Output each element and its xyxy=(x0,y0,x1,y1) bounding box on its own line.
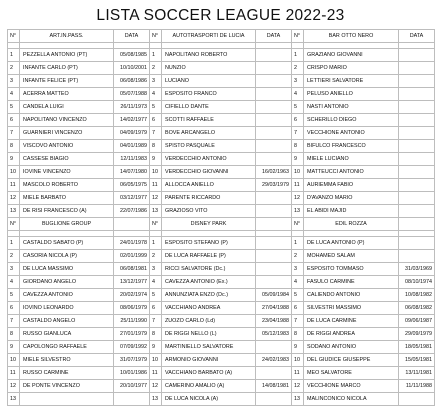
player-birth-date xyxy=(256,127,292,140)
player-birth-date xyxy=(256,114,292,127)
table-row xyxy=(8,276,435,289)
player-name: PELUSO ANIELLO xyxy=(304,88,399,101)
player-birth-date: 06/08/1986 xyxy=(114,75,150,88)
player-number: 2 xyxy=(292,62,304,75)
player-number: 7 xyxy=(8,315,20,328)
player-number: 5 xyxy=(150,101,162,114)
team-header-row xyxy=(8,218,435,231)
player-number: 6 xyxy=(292,302,304,315)
player-number: 12 xyxy=(150,380,162,393)
player-number: 7 xyxy=(150,315,162,328)
player-birth-date: 13/12/1977 xyxy=(114,276,150,289)
player-number: 1 xyxy=(8,237,20,250)
player-birth-date xyxy=(256,237,292,250)
player-birth-date xyxy=(256,263,292,276)
player-number: 11 xyxy=(292,179,304,192)
player-birth-date xyxy=(399,250,435,263)
player-birth-date: 11/11/1988 xyxy=(399,380,435,393)
player-birth-date xyxy=(256,75,292,88)
player-birth-date xyxy=(256,140,292,153)
player-birth-date: 20/10/1977 xyxy=(114,380,150,393)
player-name: INFANTE CARLO (PT) xyxy=(20,62,114,75)
player-number: 10 xyxy=(8,354,20,367)
player-birth-date: 09/06/1987 xyxy=(399,315,435,328)
player-birth-date xyxy=(399,237,435,250)
player-name: NAPOLITANO VINCENZO xyxy=(20,114,114,127)
player-name: VACCHIANO BARBATO (A) xyxy=(162,367,256,380)
player-name: MOHAMED SALAM xyxy=(304,250,399,263)
table-row xyxy=(8,341,435,354)
player-birth-date xyxy=(256,393,292,406)
player-name: DE RISI FRANCESCO (A) xyxy=(20,205,114,218)
player-number: 8 xyxy=(8,328,20,341)
player-name: VECCHIONE MARCO xyxy=(304,380,399,393)
player-birth-date: 20/02/1974 xyxy=(114,289,150,302)
player-birth-date xyxy=(256,88,292,101)
player-name: DE LUCA CARMINE xyxy=(304,315,399,328)
player-number: 5 xyxy=(150,289,162,302)
player-birth-date: 14/07/1980 xyxy=(114,166,150,179)
player-name: BOVE ARCANGELO xyxy=(162,127,256,140)
player-birth-date: 05/07/1988 xyxy=(114,88,150,101)
player-name: DE PONTE VINCENZO xyxy=(20,380,114,393)
player-name: PEZZELLA ANTONIO (PT) xyxy=(20,49,114,62)
player-number: 1 xyxy=(292,237,304,250)
player-number: 4 xyxy=(292,276,304,289)
player-number: 3 xyxy=(8,263,20,276)
player-number: 10 xyxy=(8,166,20,179)
player-number: 6 xyxy=(150,114,162,127)
player-birth-date xyxy=(399,127,435,140)
player-name: CAMERINO AMALIO (A) xyxy=(162,380,256,393)
player-birth-date: 23/04/1988 xyxy=(256,315,292,328)
player-number: 2 xyxy=(8,62,20,75)
table-row xyxy=(8,88,435,101)
column-header-number: N° xyxy=(150,30,162,43)
player-name: SCHERILLO DIEGO xyxy=(304,114,399,127)
player-number: 12 xyxy=(8,380,20,393)
player-birth-date xyxy=(399,140,435,153)
player-number: 1 xyxy=(150,237,162,250)
player-name: DE LUCA RAFFAELE (P) xyxy=(162,250,256,263)
player-number: 4 xyxy=(292,88,304,101)
table-row xyxy=(8,179,435,192)
player-name: DE LUCA NICOLA (A) xyxy=(162,393,256,406)
player-name: MIELE LUCIANO xyxy=(304,153,399,166)
player-birth-date xyxy=(256,276,292,289)
player-number: 5 xyxy=(292,101,304,114)
player-name: CIFIELLO DANTE xyxy=(162,101,256,114)
player-birth-date xyxy=(399,75,435,88)
player-number: 4 xyxy=(150,88,162,101)
roster-table xyxy=(7,29,435,406)
player-number: 1 xyxy=(150,49,162,62)
column-header-date xyxy=(256,218,292,231)
player-name: DE RIGGI ANDREA xyxy=(304,328,399,341)
player-birth-date xyxy=(399,49,435,62)
player-birth-date xyxy=(256,153,292,166)
player-name: ALLOCCA ANIELLO xyxy=(162,179,256,192)
team-name-header: ART.IN.PASS. xyxy=(20,30,114,43)
team-name-header: EDIL ROZZA xyxy=(304,218,399,231)
table-row xyxy=(8,101,435,114)
player-name: CASORIA NICOLA (P) xyxy=(20,250,114,263)
player-number: 6 xyxy=(150,302,162,315)
player-name: ANNUNZIATA ENZO (Dc.) xyxy=(162,289,256,302)
player-birth-date: 05/08/1985 xyxy=(114,49,150,62)
player-number: 9 xyxy=(8,341,20,354)
player-number: 4 xyxy=(150,276,162,289)
player-name: CRISPO MARIO xyxy=(304,62,399,75)
player-birth-date: 07/09/1992 xyxy=(114,341,150,354)
table-row xyxy=(8,140,435,153)
player-name: DE LUCA ANTONIO (P) xyxy=(304,237,399,250)
player-birth-date: 02/01/1999 xyxy=(114,250,150,263)
player-name: VISCOVO ANTONIO xyxy=(20,140,114,153)
table-row xyxy=(8,153,435,166)
column-header-date xyxy=(399,218,435,231)
player-birth-date xyxy=(256,49,292,62)
player-name: VECCHIONE ANTONIO xyxy=(304,127,399,140)
player-birth-date: 25/11/1990 xyxy=(114,315,150,328)
player-birth-date: 18/05/1981 xyxy=(399,341,435,354)
player-number: 5 xyxy=(292,289,304,302)
column-header-number: N° xyxy=(292,30,304,43)
player-birth-date: 06/08/1981 xyxy=(114,263,150,276)
player-name: SCOTTI RAFFAELE xyxy=(162,114,256,127)
player-name: SILVESTRI MASSIMO xyxy=(304,302,399,315)
player-number: 13 xyxy=(292,393,304,406)
player-number: 4 xyxy=(8,88,20,101)
player-number: 3 xyxy=(8,75,20,88)
player-name: ARMONIO GIOVANNI xyxy=(162,354,256,367)
column-header-number: N° xyxy=(8,30,20,43)
player-birth-date xyxy=(399,101,435,114)
player-number: 9 xyxy=(292,341,304,354)
player-number: 10 xyxy=(150,354,162,367)
player-name xyxy=(20,393,114,406)
player-number: 8 xyxy=(150,328,162,341)
table-row xyxy=(8,192,435,205)
column-header-date xyxy=(114,218,150,231)
player-birth-date xyxy=(256,341,292,354)
player-number: 12 xyxy=(150,192,162,205)
player-number: 8 xyxy=(150,140,162,153)
player-name: BIFULCO FRANCESCO xyxy=(304,140,399,153)
player-birth-date: 10/01/1986 xyxy=(114,367,150,380)
player-name: NUNZIO xyxy=(162,62,256,75)
player-birth-date: 12/11/1983 xyxy=(114,153,150,166)
team-header-row xyxy=(8,30,435,43)
player-birth-date xyxy=(399,205,435,218)
player-birth-date: 24/01/1978 xyxy=(114,237,150,250)
table-row xyxy=(8,289,435,302)
player-name: FASULO CARMINE xyxy=(304,276,399,289)
player-number: 9 xyxy=(150,153,162,166)
player-name: RICCI SALVATORE (Dc.) xyxy=(162,263,256,276)
player-name: CAVEZZA ANTONIO xyxy=(20,289,114,302)
player-birth-date xyxy=(114,393,150,406)
player-name: DEL GIUDICE GIUSEPPE xyxy=(304,354,399,367)
player-name: RUSSO CARMINE xyxy=(20,367,114,380)
player-birth-date: 14/08/1981 xyxy=(256,380,292,393)
player-number: 1 xyxy=(8,49,20,62)
player-name: NAPOLITANO ROBERTO xyxy=(162,49,256,62)
table-row xyxy=(8,114,435,127)
player-number: 4 xyxy=(8,276,20,289)
player-number: 9 xyxy=(8,153,20,166)
player-name: LETTIERI SALVATORE xyxy=(304,75,399,88)
player-birth-date xyxy=(256,205,292,218)
table-row xyxy=(8,75,435,88)
player-name: CASTALDO ANGELO xyxy=(20,315,114,328)
table-row xyxy=(8,250,435,263)
player-number: 7 xyxy=(292,315,304,328)
player-birth-date: 22/07/1986 xyxy=(114,205,150,218)
player-number: 11 xyxy=(8,179,20,192)
column-header-date: DATA xyxy=(114,30,150,43)
player-birth-date xyxy=(399,393,435,406)
player-birth-date: 06/08/1982 xyxy=(399,302,435,315)
team-name-header: AUTOTRASPORTI DE LUCIA xyxy=(162,30,256,43)
player-name: MEO SALVATORE xyxy=(304,367,399,380)
player-birth-date: 31/07/1979 xyxy=(114,354,150,367)
player-birth-date: 27/01/1979 xyxy=(114,328,150,341)
player-birth-date: 05/12/1983 xyxy=(256,328,292,341)
player-name: DE RIGGI NELLO (L) xyxy=(162,328,256,341)
player-name: INFANTE FELICE (PT) xyxy=(20,75,114,88)
player-birth-date: 04/09/1979 xyxy=(114,127,150,140)
player-number: 11 xyxy=(292,367,304,380)
player-birth-date: 31/03/1969 xyxy=(399,263,435,276)
player-name: GRAZIOSO VITO xyxy=(162,205,256,218)
player-number: 2 xyxy=(292,250,304,263)
player-birth-date: 15/05/1981 xyxy=(399,354,435,367)
player-number: 12 xyxy=(292,192,304,205)
player-name: PARENTE RICCARDO xyxy=(162,192,256,205)
player-name: EL ABIDI MAJID xyxy=(304,205,399,218)
table-row xyxy=(8,166,435,179)
player-name: ZUOZO CARLO (Ld) xyxy=(162,315,256,328)
player-name: MASCOLO ROBERTO xyxy=(20,179,114,192)
player-birth-date: 29/09/1979 xyxy=(399,328,435,341)
document-title: LISTA SOCCER LEAGUE 2022-23 xyxy=(96,7,345,24)
column-header-number: N° xyxy=(8,218,20,231)
player-birth-date: 26/11/1973 xyxy=(114,101,150,114)
player-birth-date: 08/06/1979 xyxy=(114,302,150,315)
player-number: 6 xyxy=(8,114,20,127)
player-number: 10 xyxy=(292,166,304,179)
player-name: CANDELA LUIGI xyxy=(20,101,114,114)
team-name-header: DISNEY PARK xyxy=(162,218,256,231)
player-name: VERDECCHIO GIOVANNI xyxy=(162,166,256,179)
player-name: IOVINO LEONARDO xyxy=(20,302,114,315)
player-birth-date xyxy=(399,179,435,192)
table-row xyxy=(8,62,435,75)
player-name: GIORDANO ANGELO xyxy=(20,276,114,289)
player-name: CALIENDO ANTONIO xyxy=(304,289,399,302)
player-number: 7 xyxy=(150,127,162,140)
player-name: MATTEUCCI ANTONIO xyxy=(304,166,399,179)
player-birth-date xyxy=(256,101,292,114)
player-number: 13 xyxy=(8,205,20,218)
player-name: RUSSO GIANLUCA xyxy=(20,328,114,341)
player-name: DE LUCA MASSIMO xyxy=(20,263,114,276)
player-name: CASTALDO SABATO (P) xyxy=(20,237,114,250)
player-birth-date xyxy=(256,250,292,263)
player-number: 10 xyxy=(150,166,162,179)
player-name: VERDECCHIO ANTONIO xyxy=(162,153,256,166)
player-name: GRAZIANO GIOVANNI xyxy=(304,49,399,62)
player-birth-date xyxy=(399,192,435,205)
player-birth-date: 06/05/1975 xyxy=(114,179,150,192)
player-number: 2 xyxy=(150,62,162,75)
player-birth-date xyxy=(399,88,435,101)
player-name: CASSESE BIAGIO xyxy=(20,153,114,166)
player-number: 3 xyxy=(292,263,304,276)
player-birth-date xyxy=(399,153,435,166)
player-birth-date: 27/04/1988 xyxy=(256,302,292,315)
player-number: 13 xyxy=(292,205,304,218)
table-row xyxy=(8,315,435,328)
player-birth-date: 24/02/1983 xyxy=(256,354,292,367)
player-birth-date: 05/09/1984 xyxy=(256,289,292,302)
player-number: 11 xyxy=(150,179,162,192)
column-header-number: N° xyxy=(292,218,304,231)
player-number: 2 xyxy=(150,250,162,263)
player-number: 3 xyxy=(150,75,162,88)
player-number: 8 xyxy=(292,140,304,153)
player-number: 6 xyxy=(292,114,304,127)
player-birth-date: 16/02/1963 xyxy=(256,166,292,179)
player-birth-date: 10/10/2001 xyxy=(114,62,150,75)
player-number: 3 xyxy=(150,263,162,276)
player-name: NASTI ANTONIO xyxy=(304,101,399,114)
player-birth-date xyxy=(256,62,292,75)
player-number: 11 xyxy=(150,367,162,380)
player-name: CAPOLONGO RAFFAELE xyxy=(20,341,114,354)
player-number: 10 xyxy=(292,354,304,367)
player-number: 8 xyxy=(292,328,304,341)
player-name: CAVEZZA ANTONIO (Ex.) xyxy=(162,276,256,289)
player-number: 7 xyxy=(292,127,304,140)
player-birth-date: 14/02/1977 xyxy=(114,114,150,127)
table-row xyxy=(8,127,435,140)
table-row xyxy=(8,328,435,341)
team-name-header: BAR OTTO NERO xyxy=(304,30,399,43)
column-header-date: DATA xyxy=(256,30,292,43)
player-number: 8 xyxy=(8,140,20,153)
player-name: SODANO ANTONIO xyxy=(304,341,399,354)
player-name: ESPOSITO TOMMASO xyxy=(304,263,399,276)
player-name: GUARNIERI VINCENZO xyxy=(20,127,114,140)
player-name: ESPOSITO STEFANO (P) xyxy=(162,237,256,250)
player-number: 12 xyxy=(8,192,20,205)
player-name: VACCHIANO ANDREA xyxy=(162,302,256,315)
column-header-date: DATA xyxy=(399,30,435,43)
player-birth-date xyxy=(399,62,435,75)
table-row xyxy=(8,237,435,250)
player-name: ACERRA MATTEO xyxy=(20,88,114,101)
player-number: 9 xyxy=(292,153,304,166)
player-birth-date xyxy=(399,166,435,179)
player-name: IOVINE VINCENZO xyxy=(20,166,114,179)
table-row xyxy=(8,49,435,62)
player-name: ESPOSITO FRANCO xyxy=(162,88,256,101)
player-name: SPISTO PASQUALE xyxy=(162,140,256,153)
player-number: 7 xyxy=(8,127,20,140)
player-birth-date: 08/10/1974 xyxy=(399,276,435,289)
player-birth-date: 29/03/1979 xyxy=(256,179,292,192)
table-row xyxy=(8,354,435,367)
player-birth-date: 03/12/1977 xyxy=(114,192,150,205)
player-birth-date: 04/01/1989 xyxy=(114,140,150,153)
player-number: 2 xyxy=(8,250,20,263)
player-number: 5 xyxy=(8,289,20,302)
table-row xyxy=(8,367,435,380)
player-birth-date: 10/08/1982 xyxy=(399,289,435,302)
player-number: 6 xyxy=(8,302,20,315)
player-number: 3 xyxy=(292,75,304,88)
player-name: MIELE BARBATO xyxy=(20,192,114,205)
player-name: MARTINIELLO SALVATORE xyxy=(162,341,256,354)
player-name: LUCIANO xyxy=(162,75,256,88)
player-number: 1 xyxy=(292,49,304,62)
player-number: 9 xyxy=(150,341,162,354)
player-number: 13 xyxy=(8,393,20,406)
player-number: 13 xyxy=(150,393,162,406)
player-birth-date: 13/11/1981 xyxy=(399,367,435,380)
player-name: MALINCONICO NICOLA xyxy=(304,393,399,406)
team-name-header: BUGLIONE GROUP xyxy=(20,218,114,231)
player-number: 11 xyxy=(8,367,20,380)
player-number: 5 xyxy=(8,101,20,114)
player-number: 13 xyxy=(150,205,162,218)
player-name: AURIEMMA FABIO xyxy=(304,179,399,192)
table-row xyxy=(8,263,435,276)
player-birth-date xyxy=(399,114,435,127)
table-row xyxy=(8,205,435,218)
table-row xyxy=(8,380,435,393)
player-name: D'AVANZO MARIO xyxy=(304,192,399,205)
table-row xyxy=(8,302,435,315)
player-number: 12 xyxy=(292,380,304,393)
column-header-number: N° xyxy=(150,218,162,231)
player-birth-date xyxy=(256,192,292,205)
player-birth-date xyxy=(256,367,292,380)
table-row xyxy=(8,393,435,406)
player-name: MIELE SILVESTRO xyxy=(20,354,114,367)
